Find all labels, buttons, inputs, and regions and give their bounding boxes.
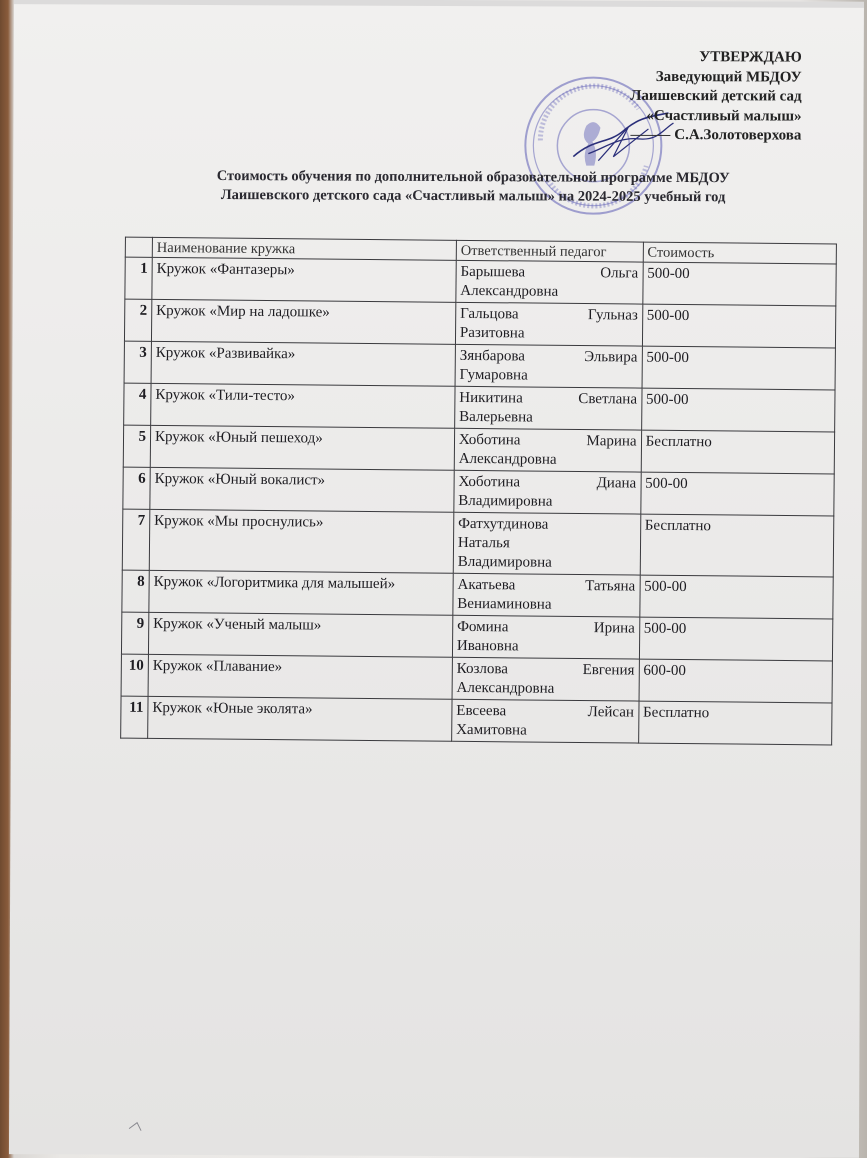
club-name: Кружок «Развивайка» — [151, 341, 455, 386]
table-row — [124, 383, 835, 432]
teacher-surname: Хоботина — [458, 431, 521, 449]
header-teacher: Ответственный педагог — [456, 240, 643, 262]
cost-value: 500-00 — [642, 346, 836, 390]
club-name: Кружок «Фантазеры» — [152, 257, 456, 302]
row-number: 10 — [121, 654, 148, 696]
approval-org-line1: Лаишевский детский сад — [630, 87, 802, 105]
teacher-surname: Акатьева — [457, 576, 516, 594]
teacher-cell — [454, 428, 641, 472]
club-name: Кружок «Логоритмика для малышей» — [149, 570, 453, 615]
teacher-patronymic: Александровна — [456, 679, 555, 697]
approval-org-line2: «Счастливый малыш» — [646, 107, 802, 125]
table-row — [121, 612, 832, 661]
teacher-first-name: Ирина — [593, 620, 635, 637]
table-row — [123, 425, 834, 474]
pen-mark-icon — [127, 1117, 167, 1137]
club-name: Кружок «Плавание» — [148, 654, 452, 699]
cost-value: Бесплатно — [640, 514, 834, 577]
teacher-surname: Зянбарова — [459, 347, 526, 365]
club-name: Кружок «Юные эколята» — [148, 696, 452, 741]
teacher-patronymic: Ивановна — [456, 637, 519, 655]
table-row — [123, 467, 834, 516]
table-row — [122, 509, 834, 577]
row-number: 4 — [124, 383, 151, 425]
teacher-cell — [453, 512, 640, 575]
approval-block — [630, 48, 802, 146]
title-line-1: Стоимость обучения по дополнительной образовательной программе МБДОУ — [216, 168, 730, 187]
teacher-cell — [455, 302, 642, 346]
row-number: 7 — [122, 509, 150, 570]
teacher-surname: Козлова — [456, 660, 509, 678]
teacher-surname: Фомина — [457, 618, 509, 636]
teacher-name-part: Владимировна — [457, 553, 552, 571]
teacher-surname: Барышева — [460, 263, 526, 281]
teacher-first-name: Диана — [596, 475, 637, 492]
table-row — [122, 570, 833, 619]
teacher-patronymic: Александровна — [458, 450, 557, 468]
table-row — [124, 341, 835, 390]
row-number: 11 — [121, 696, 148, 738]
signature-line — [630, 135, 670, 136]
teacher-cell — [452, 657, 639, 701]
teacher-first-name: Татьяна — [585, 578, 636, 595]
teacher-cell — [455, 344, 642, 388]
club-name: Кружок «Мы проснулись» — [149, 509, 453, 573]
row-number: 6 — [123, 467, 150, 509]
row-number: 1 — [125, 257, 152, 299]
header-name: Наименование кружка — [152, 237, 456, 260]
teacher-cell — [453, 573, 640, 617]
teacher-first-name: Светлана — [578, 390, 638, 408]
teacher-first-name: Лейсан — [587, 704, 635, 721]
teacher-cell — [456, 260, 643, 304]
cost-value: 500-00 — [639, 575, 833, 619]
teacher-patronymic: Разитовна — [459, 324, 525, 342]
teacher-cell — [455, 386, 642, 430]
row-number: 8 — [122, 570, 149, 612]
approval-position: Заведующий МБДОУ — [655, 68, 802, 86]
header-num — [125, 237, 152, 257]
header-cost: Стоимость — [643, 242, 837, 264]
teacher-patronymic: Гумаровна — [459, 366, 528, 384]
teacher-cell — [452, 699, 639, 743]
club-name: Кружок «Юный пешеход» — [150, 425, 454, 470]
table-row — [121, 654, 832, 703]
row-number: 3 — [124, 341, 151, 383]
teacher-name-part: Наталья — [457, 534, 510, 552]
teacher-surname: Никитина — [459, 389, 523, 407]
row-number: 9 — [121, 612, 148, 654]
row-number: 2 — [124, 299, 151, 341]
club-name: Кружок «Юный вокалист» — [150, 467, 454, 512]
teacher-cell — [452, 615, 639, 659]
cost-value: 500-00 — [641, 388, 835, 432]
title-line-2: Лаишевского детского сада «Счастливый малыш» на 2024-2025 учебный год — [220, 187, 726, 206]
teacher-patronymic: Валерьевна — [459, 408, 533, 426]
cost-value: Бесплатно — [638, 701, 832, 745]
cost-value: 500-00 — [639, 617, 833, 661]
table-body — [121, 257, 837, 745]
document-title — [153, 167, 793, 208]
teacher-surname: Евсеева — [456, 702, 507, 720]
teacher-surname: Гальцова — [460, 305, 519, 323]
teacher-cell — [454, 470, 641, 514]
club-name: Кружок «Мир на ладошке» — [151, 299, 455, 344]
cost-value: Бесплатно — [641, 430, 835, 474]
teacher-patronymic: Хамитовна — [456, 721, 527, 739]
teacher-patronymic: Вениаминовна — [457, 595, 552, 613]
teacher-first-name: Гульназ — [587, 307, 638, 324]
teacher-first-name: Ольга — [600, 265, 639, 282]
approval-signatory: С.А.Золотоверхова — [674, 127, 802, 144]
cost-value: 500-00 — [642, 304, 836, 348]
club-name: Кружок «Тили-тесто» — [151, 383, 455, 428]
table-row — [125, 257, 836, 306]
row-number: 5 — [123, 425, 150, 467]
cost-value: 600-00 — [639, 659, 833, 703]
teacher-first-name: Евгения — [582, 662, 635, 679]
teacher-patronymic: Владимировна — [458, 492, 553, 510]
cost-table — [120, 237, 837, 746]
cost-value: 500-00 — [642, 262, 836, 306]
table-row — [124, 299, 835, 348]
cost-value: 500-00 — [640, 472, 834, 516]
approval-heading: УТВЕРЖДАЮ — [699, 49, 802, 66]
document-page — [9, 0, 864, 1158]
table-row — [121, 696, 832, 745]
teacher-first-name: Марина — [586, 433, 637, 450]
teacher-name-part: Фатхутдинова — [458, 515, 549, 533]
teacher-first-name: Эльвира — [584, 349, 638, 366]
teacher-patronymic: Александровна — [460, 282, 559, 300]
club-name: Кружок «Ученый малыш» — [148, 612, 452, 657]
teacher-surname: Хоботина — [458, 473, 521, 491]
